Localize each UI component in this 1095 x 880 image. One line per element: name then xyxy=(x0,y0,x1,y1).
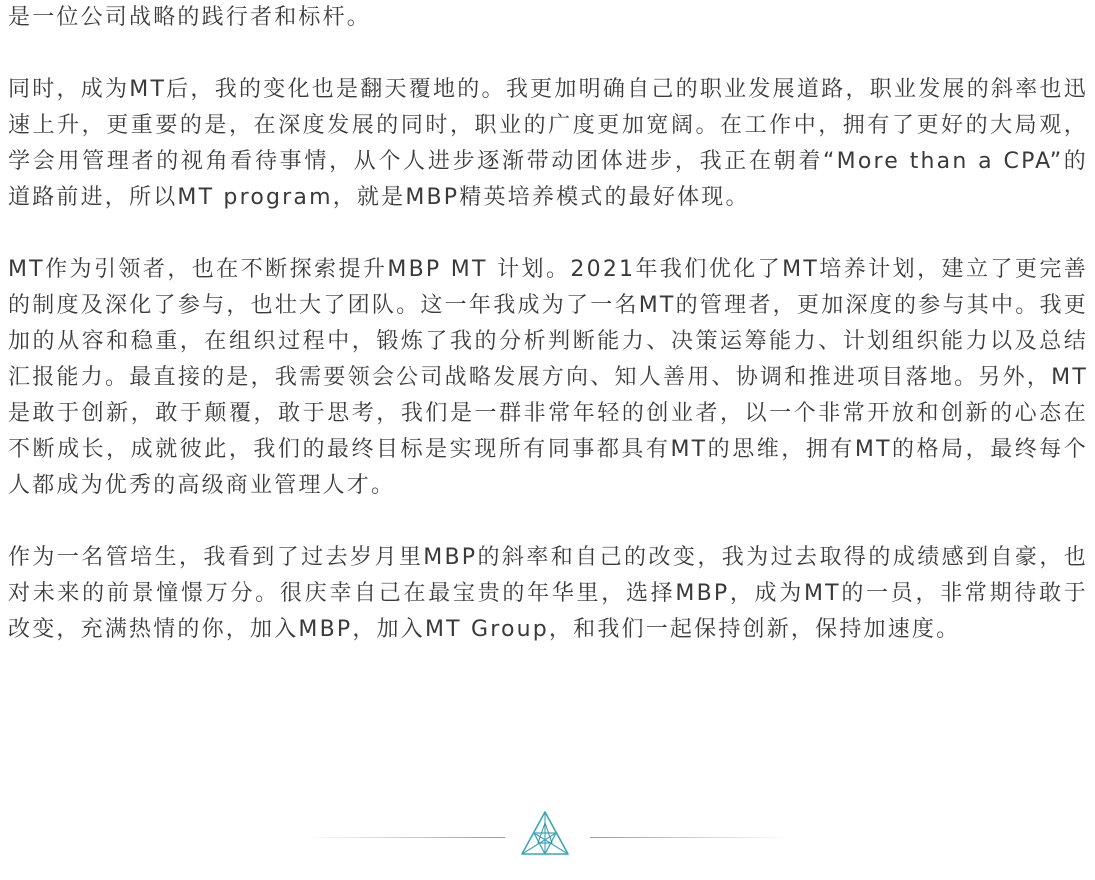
divider-line-right xyxy=(590,837,790,838)
section-divider xyxy=(0,805,1095,865)
paragraph-gap xyxy=(8,504,1088,540)
paragraph-2: 同时，成为MT后，我的变化也是翻天覆地的。我更加明确自己的职业发展道路，职业发展的斜率也迅速上升，更重要的是，在深度发展的同时，职业的广度更加宽阔。在工作中，拥有了更好的大局观，学会用管理者的视角看待事情，从个人进步逐渐带动团体进步，我正在朝着“More than a CPA”的道路前进，所以MT program，就是MBP精英培养模式的最好体现。 xyxy=(8,77,1088,210)
paragraph-1: 是一位公司战略的践行者和标杆。 xyxy=(8,5,372,30)
paragraph-gap xyxy=(8,216,1088,252)
divider-line-left xyxy=(305,837,505,838)
article-body xyxy=(8,0,1088,648)
geometric-triangle-emblem-icon xyxy=(519,809,571,861)
paragraph-gap xyxy=(8,36,1088,72)
paragraph-3: MT作为引领者，也在不断探索提升MBP MT 计划。2021年我们优化了MT培养计划，建立了更完善的制度及深化了参与，也壮大了团队。这一年我成为了一名MT的管理者，更加深度的参与其中。我更加的从容和稳重，在组织过程中，锻炼了我的分析判断能力、决策运筹能力、计划组织能力以及总结汇报能力。最直接的是，我需要领会公司战略发展方向、知人善用、协调和推进项目落地。另外，MT是敢于创新，敢于颠覆，敢于思考，我们是一群非常年轻的创业者，以一个非常开放和创新的心态在不断成长，成就彼此，我们的最终目标是实现所有同事都具有MT的思维，拥有MT的格局，最终每个人都成为优秀的高级商业管理人才。 xyxy=(8,257,1088,498)
paragraph-4: 作为一名管培生，我看到了过去岁月里MBP的斜率和自己的改变，我为过去取得的成绩感到自豪，也对未来的前景憧憬万分。很庆幸自己在最宝贵的年华里，选择MBP，成为MT的一员，非常期待敢于改变，充满热情的你，加入MBP，加入MT Group，和我们一起保持创新，保持加速度。 xyxy=(8,545,1088,642)
